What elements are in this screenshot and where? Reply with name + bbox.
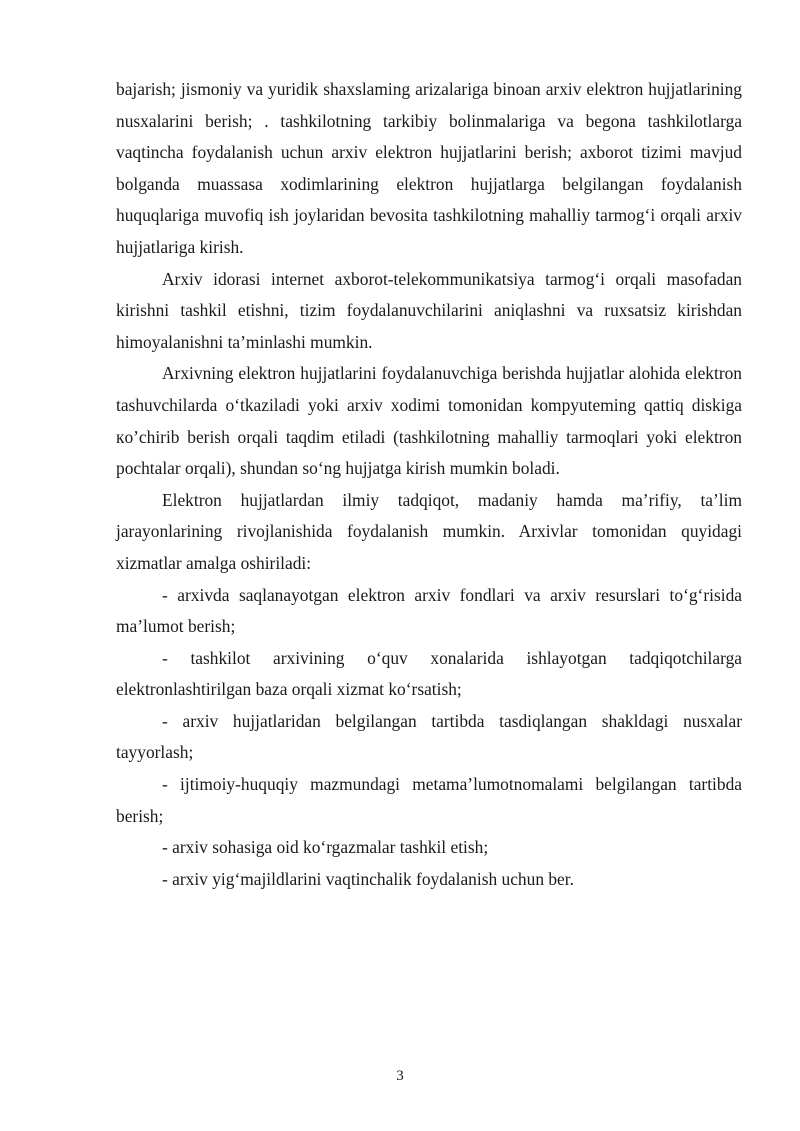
list-item-reading-room-service: - tashkilot arxivining o‘quv xonalarida ishlayotgan tadqiqotchilarga elektronlashtirilgan baza orqali xizmat ko‘rsatish; — [116, 647, 742, 700]
list-item-copies: - arxiv hujjatlaridan belgilangan tartibda tasdiqlangan shakldagi nusxalar tayyorlash; — [116, 710, 742, 763]
paragraph-remote-access: Arxiv idorasi internet axborot-telekommunikatsiya tarmog‘i orqali masofadan kirishni tashkil etishni, tizim foydalanuvchilarini aniqlashni va ruxsatsiz kirishdan himoyalanishni ta’minlashi mumkin. — [116, 268, 742, 352]
list-item-metadata-references: - ijtimoiy-huquqiy mazmundagi metama’lumotnomalami belgilangan tartibda berish; — [116, 774, 742, 826]
paragraph-usage-services: Elektron hujjatlardan ilmiy tadqiqot, madaniy hamda ma’rifiy, ta’lim jarayonlarining rivojlanishida foydalanish mumkin. Arxivlar tomonidan quyidagi xizmatlar amalga oshiriladi: — [116, 489, 742, 573]
paragraph-document-delivery: Arxivning elektron hujjatlarini foydalanuvchiga berishda hujjatlar alohida elektron tashuvchilarda o‘tkaziladi yoki arxiv xodimi tomonidan kompyuteming qattiq diskiga кo’chirib berish orqali taqdim etiladi (tashkilotning mahalliy tarmoqlari yoki elektron pochtalar orqali), shundan so‘ng hujjatga kirish mumkin boladi. — [116, 363, 742, 479]
page-number: 3 — [396, 1068, 404, 1084]
list-item-temporary-use: - arxiv yig‘majildlarini vaqtinchalik foydalanish uchun ber. — [162, 868, 574, 889]
list-item-information: - arxivda saqlanayotgan elektron arxiv fondlari va arxiv resurslari to‘g‘risida ma’lumot berish; — [116, 584, 742, 637]
document-body — [116, 74, 742, 895]
list-item-exhibitions: - arxiv sohasiga oid ko‘rgazmalar tashkil etish; — [162, 837, 489, 858]
paragraph-continuation: bajarish; jismoniy va yuridik shaxslaming arizalariga binoan arxiv elektron hujjatlarining nusxalarini berish; . tashkilotning tarkibiy bolinmalariga va begona tashkilotlarga vaqtincha foydalanish uchun arxiv elektron hujjatlarini berish; axborot tizimi mavjud bolganda muassasa xodimlarining elektron hujjatlarga belgilangan foydalanish huquqlariga muvofiq ish joylaridan bevosita tashkilotning mahalliy tarmog‘i orqali arxiv hujjatlariga kirish. — [116, 79, 742, 257]
